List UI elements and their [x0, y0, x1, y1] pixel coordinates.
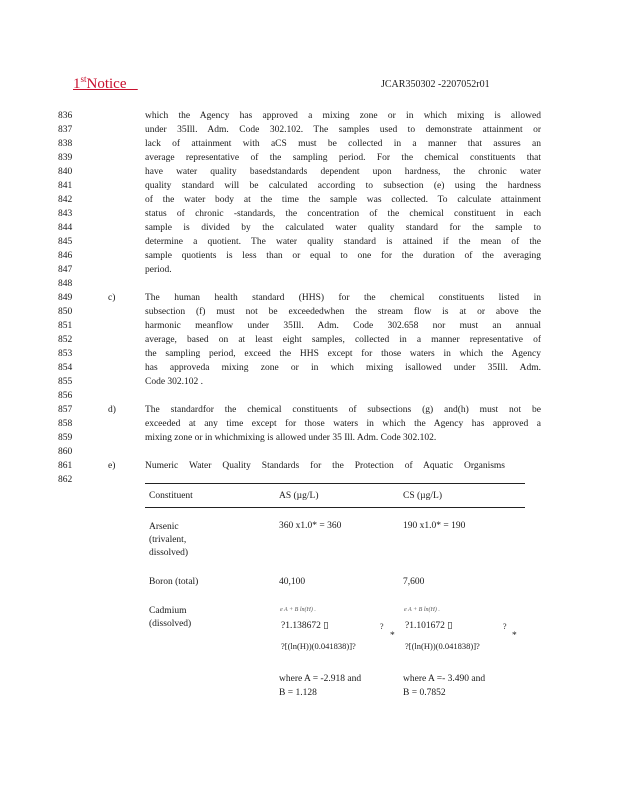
paragraph-line: mixing zone or in whichmixing is allowed under 35 Ill. Adm. Code 302.102.	[145, 433, 437, 443]
document-code: JCAR350302 -2207052r01	[381, 79, 490, 90]
header-cs: CS (µg/L)	[403, 491, 442, 501]
cadmium-as-bracket-top: ?	[380, 622, 384, 631]
cadmium-cs-where-b: B = 0.7852	[403, 688, 446, 698]
cadmium-state: (dissolved)	[149, 619, 192, 629]
subsection-marker-e: e)	[108, 461, 116, 471]
notice-word: Notice	[86, 76, 127, 92]
paragraph-line: quality standard will be calculated according to subsection (e) using the hardness	[145, 181, 541, 191]
paragraph-line: average representative of the sampling period. For the chemical constituents that	[145, 153, 541, 163]
cadmium-as-multiply: *	[390, 631, 395, 641]
boron-cs-value: 7,600	[403, 577, 425, 587]
paragraph-line: sample quotients is less than or equal to one for the duration of the averaging	[145, 251, 541, 261]
notice-number: 1	[73, 76, 81, 92]
cadmium-as-formula-line1: ?1.138672 ▯	[281, 621, 329, 631]
line-number: 849	[58, 293, 73, 303]
paragraph-line: average, based on at least eight samples, collected in a manner representative of	[145, 335, 541, 345]
table-top-rule	[145, 483, 525, 484]
cadmium-as-exponent: e A + B ln(H) .	[280, 607, 316, 613]
paragraph-line: The human health standard (HHS) for the chemical constituents listed in	[145, 293, 541, 303]
paragraph-line: has approveda mixing zone or in which mixing isallowed under 35Ill. Adm.	[145, 363, 541, 373]
paragraph-line: determine a quotient. The water quality standard is attained if the mean of the	[145, 237, 541, 247]
table-title: Numeric Water Quality Standards for the Protection of Aquatic Organisms	[145, 461, 505, 471]
cadmium-cs-multiply: *	[512, 631, 517, 641]
arsenic-name: Arsenic	[149, 522, 179, 532]
cadmium-as-formula-line2: ?[(ln(H))(0.041838)]?	[281, 641, 356, 651]
line-number: 852	[58, 335, 73, 345]
line-number: 845	[58, 237, 73, 247]
subsection-marker-c: c)	[108, 293, 116, 303]
arsenic-state: dissolved)	[149, 548, 189, 558]
line-number: 857	[58, 405, 73, 415]
line-number: 859	[58, 433, 73, 443]
subsection-marker-d: d)	[108, 405, 116, 415]
line-number: 844	[58, 223, 73, 233]
line-number: 847	[58, 265, 73, 275]
line-number: 862	[58, 475, 73, 485]
paragraph-line: period.	[145, 265, 172, 275]
header-constituent: Constituent	[149, 491, 193, 501]
arsenic-as-value: 360 x1.0* = 360	[279, 521, 342, 531]
cadmium-cs-bracket-top: ?	[503, 622, 507, 631]
line-number: 848	[58, 279, 73, 289]
line-number: 846	[58, 251, 73, 261]
paragraph-line: lack of attainment with aCS must be collected in a manner that assures an	[145, 139, 541, 149]
line-number: 841	[58, 181, 73, 191]
line-number: 860	[58, 447, 73, 457]
notice-suffix: st	[80, 74, 87, 84]
line-number: 843	[58, 209, 73, 219]
cadmium-cs-exponent: e A + B ln(H) .	[404, 607, 440, 613]
paragraph-line: The standardfor the chemical constituents of subsections (g) and(h) must not be	[145, 405, 541, 415]
paragraph-line: Code 302.102 .	[145, 377, 204, 387]
cadmium-name: Cadmium	[149, 606, 187, 616]
line-number: 850	[58, 307, 73, 317]
line-number: 858	[58, 419, 73, 429]
cadmium-cs-formula-line1: ?1.101672 ▯	[405, 621, 453, 631]
line-number: 855	[58, 377, 73, 387]
paragraph-line: subsection (f) must not be exceededwhen the stream flow is at or above the	[145, 307, 541, 317]
line-number: 861	[58, 461, 73, 471]
line-number: 854	[58, 363, 73, 373]
table-header-rule	[145, 507, 525, 508]
paragraph-line: of the water body at the time the sample was collected. To calculate attainment	[145, 195, 541, 205]
paragraph-line: the sampling period, exceed the HHS except for those waters in which the Agency	[145, 349, 541, 359]
header-as: AS (µg/L)	[279, 491, 319, 501]
paragraph-line: which the Agency has approved a mixing zone or in which mixing is allowed	[145, 111, 541, 121]
cadmium-as-where-b: B = 1.128	[279, 688, 317, 698]
line-number: 856	[58, 391, 73, 401]
line-number: 853	[58, 349, 73, 359]
paragraph-line: exceeded at any time except for those waters in which the Agency has approved a	[145, 419, 541, 429]
line-number: 836	[58, 111, 73, 121]
paragraph-line: sample is divided by the calculated water quality standard for the sample to	[145, 223, 541, 233]
paragraph-line: under 35Ill. Adm. Code 302.102. The samples used to demonstrate attainment or	[145, 125, 541, 135]
line-number: 842	[58, 195, 73, 205]
paragraph-line: harmonic meanflow under 35Ill. Adm. Code 302.658 nor must an annual	[145, 321, 541, 331]
boron-name: Boron (total)	[149, 577, 199, 587]
line-number: 840	[58, 167, 73, 177]
arsenic-form: (trivalent,	[149, 535, 187, 545]
boron-as-value: 40,100	[279, 577, 306, 587]
paragraph-line: have water quality basedstandards dependent upon hardness, the chronic water	[145, 167, 541, 177]
line-number: 837	[58, 125, 73, 135]
paragraph-line: status of chronic -standards, the concentration of the chemical constituent in each	[145, 209, 541, 219]
line-number: 838	[58, 139, 73, 149]
notice-heading	[73, 74, 138, 93]
cadmium-cs-where-a: where A =- 3.490 and	[403, 674, 486, 684]
cadmium-cs-formula-line2: ?[(ln(H))(0.041838)]?	[405, 641, 480, 651]
line-number: 851	[58, 321, 73, 331]
arsenic-cs-value: 190 x1.0* = 190	[403, 521, 466, 531]
cadmium-as-where-a: where A = -2.918 and	[279, 674, 362, 684]
line-number: 839	[58, 153, 73, 163]
